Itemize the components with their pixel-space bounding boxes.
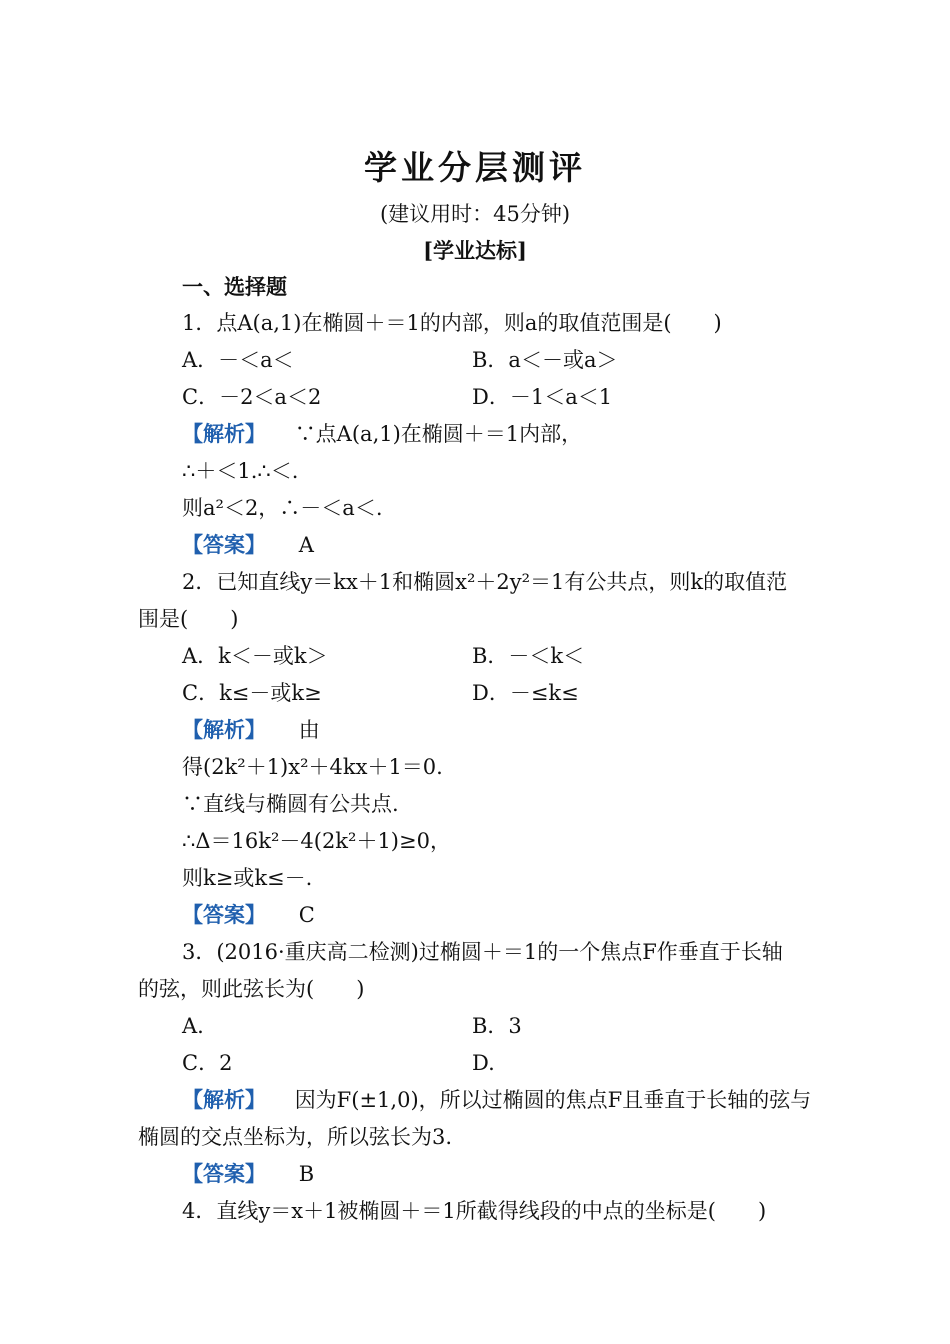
q2-analysis-line2: 得(2k²＋1)x²＋4kx＋1＝0. (182, 755, 443, 779)
q1-analysis-text: ∵点A(a,1)在椭圆＋＝1内部， (294, 422, 583, 446)
q3-answer-value: B (298, 1162, 315, 1186)
q3-stem: 3．(2016·重庆高二检测)过椭圆＋＝1的一个焦点F作垂直于长轴 (182, 940, 783, 964)
q2-analysis-line4: ∴Δ＝16k²－4(2k²＋1)≥0， (182, 829, 451, 853)
q1-stem: 1．点A(a,1)在椭圆＋＝1的内部，则a的取值范围是( ) (182, 311, 722, 335)
analysis-label: 【解析】 (182, 717, 266, 742)
q3-analysis-line2: 椭圆的交点坐标为，所以弦长为3. (138, 1125, 453, 1149)
q1-option-d: D．－1＜a＜1 (472, 385, 613, 409)
q3-answer (182, 1160, 314, 1188)
q1-answer (182, 531, 314, 559)
q2-answer-value: C (298, 903, 315, 927)
q1-option-c: C．－2＜a＜2 (182, 385, 322, 409)
time-note: (建议用时：45分钟) (379, 202, 571, 226)
q2-analysis-line3: ∵直线与椭圆有公共点. (182, 792, 399, 816)
section-heading: 一、选择题 (182, 274, 287, 299)
analysis-label: 【解析】 (182, 1087, 266, 1112)
q3-stem-line2: 的弦，则此弦长为( ) (138, 977, 365, 1001)
q3-option-c: C．2 (182, 1051, 233, 1075)
q3-option-b: B．3 (472, 1014, 522, 1038)
q2-analysis (182, 716, 320, 744)
q2-stem-line2: 围是( ) (138, 607, 239, 631)
q1-option-b: B．a＜－或a＞ (472, 348, 618, 372)
q3-analysis (182, 1086, 811, 1114)
q1-option-a: A．－＜a＜ (182, 348, 294, 372)
q2-analysis-text: 由 (298, 718, 320, 742)
q2-analysis-line5: 则k≥或k≤－. (182, 866, 313, 890)
answer-label: 【答案】 (182, 902, 266, 927)
q1-answer-value: A (298, 533, 314, 557)
answer-label: 【答案】 (182, 532, 266, 557)
q1-analysis (182, 420, 582, 448)
q1-analysis-line2: ∴＋＜1.∴＜. (182, 459, 299, 483)
q2-option-c: C．k≤－或k≥ (182, 681, 322, 705)
q1-analysis-line3: 则a²＜2，∴－＜a＜. (182, 496, 383, 520)
q3-analysis-text: 因为F(±1,0)，所以过椭圆的焦点F且垂直于长轴的弦与 (294, 1088, 812, 1112)
answer-label: 【答案】 (182, 1161, 266, 1186)
q2-option-a: A．k＜－或k＞ (182, 644, 328, 668)
page-title: 学业分层测评 (364, 148, 586, 187)
level-heading: [学业达标] (423, 238, 527, 263)
analysis-label: 【解析】 (182, 421, 266, 446)
q3-option-a: A. (182, 1014, 204, 1038)
q2-option-d: D．－≤k≤ (472, 681, 579, 705)
q2-option-b: B．－＜k＜ (472, 644, 585, 668)
q3-option-d: D. (472, 1051, 495, 1075)
q4-stem: 4．直线y＝x＋1被椭圆＋＝1所截得线段的中点的坐标是( ) (182, 1199, 767, 1223)
q2-stem: 2．已知直线y＝kx＋1和椭圆x²＋2y²＝1有公共点，则k的取值范 (182, 570, 788, 594)
q2-answer (182, 901, 315, 929)
